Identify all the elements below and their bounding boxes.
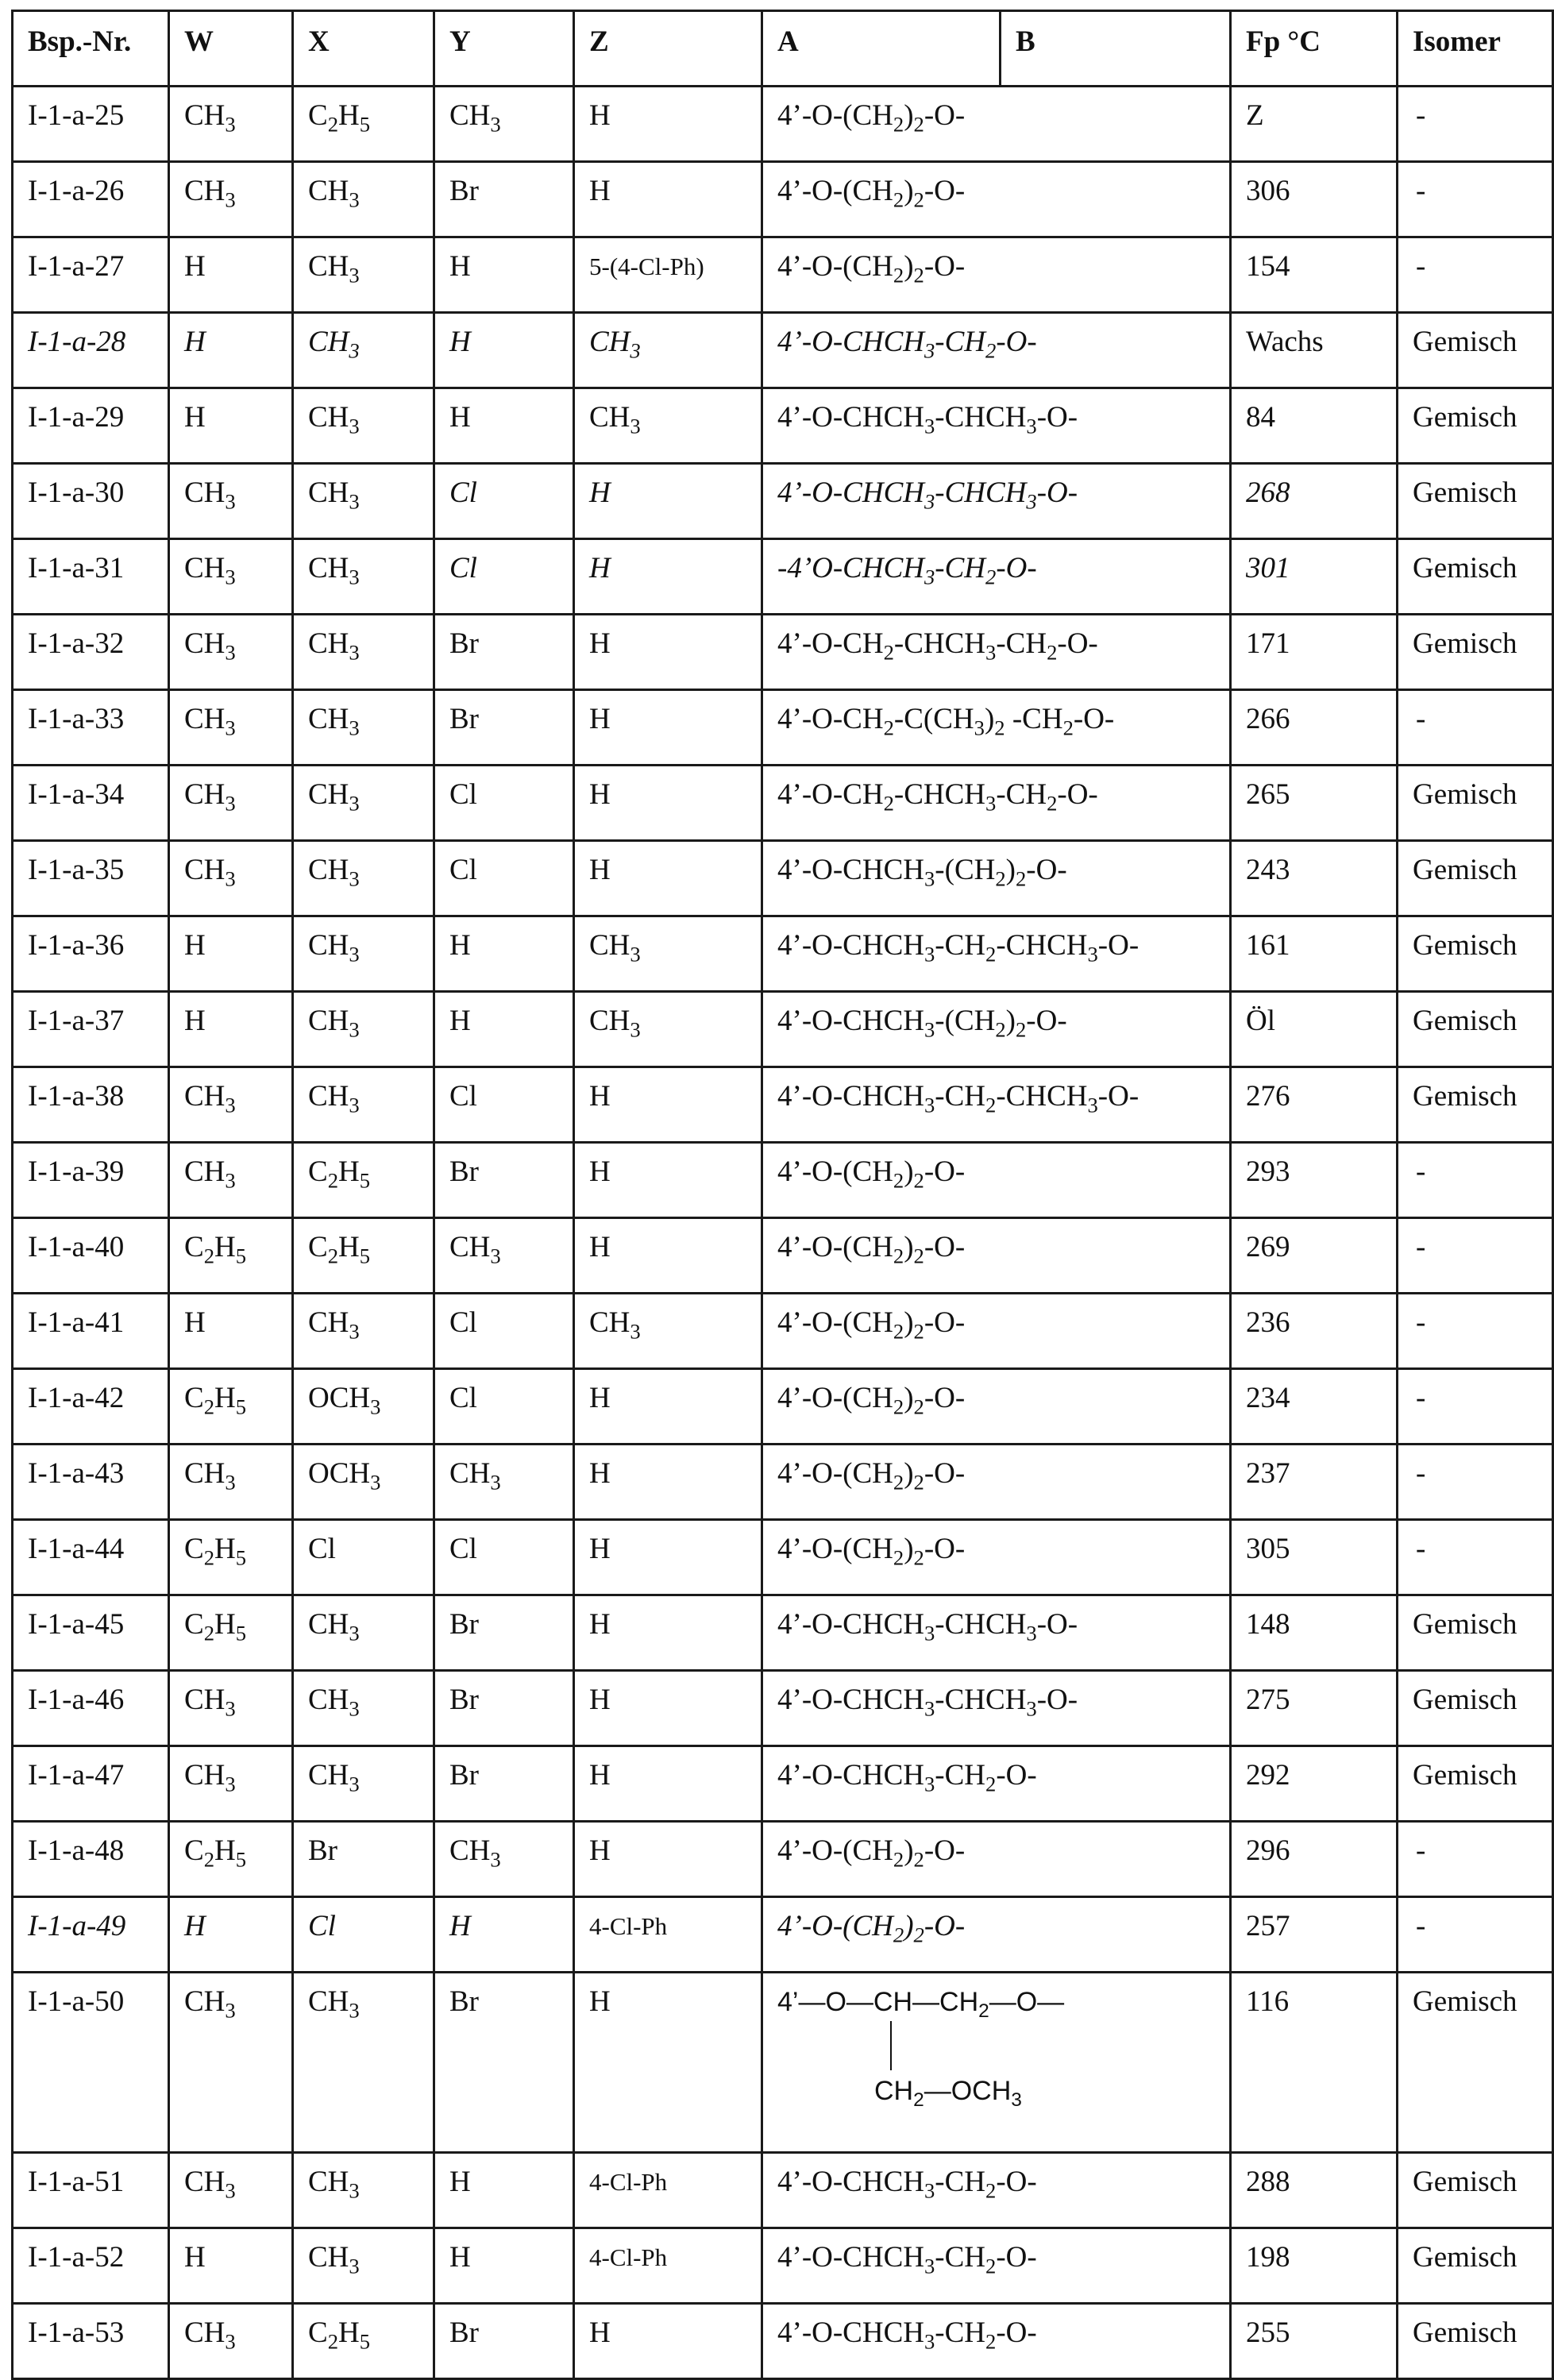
cell-fp: 257 — [1231, 1897, 1398, 1973]
cell-x: Cl — [293, 1897, 434, 1973]
cell-a-b: $4’-O-CHCH_3-CH_2-O-$ — [762, 313, 1231, 388]
cell-fp: 154 — [1231, 237, 1398, 313]
header-isomer: Isomer — [1398, 11, 1553, 87]
cell-a-b: $4’-O-CHCH_3-CH_2-O-$ — [762, 1746, 1231, 1822]
cell-z: H — [574, 1143, 762, 1218]
cell-a-b: $4’-O-CHCH_3-CH_2-CHCH_3-O-$ — [762, 916, 1231, 992]
cell-fp: 236 — [1231, 1294, 1398, 1369]
compound-table — [11, 10, 1554, 2380]
cell-y: Br — [434, 1973, 574, 2153]
cell-y: Br — [434, 1143, 574, 1218]
cell-bsp-nr: I-1-a-26 — [13, 162, 169, 237]
cell-x: $CH_3$ — [293, 464, 434, 539]
cell-isomer: Gemisch — [1398, 1671, 1553, 1746]
cell-y: H — [434, 2228, 574, 2304]
cell-bsp-nr: I-1-a-32 — [13, 615, 169, 690]
header-a: A — [762, 11, 1001, 87]
cell-x: $CH_3$ — [293, 539, 434, 615]
table-row — [13, 992, 1553, 1067]
cell-x: $CH_3$ — [293, 916, 434, 992]
cell-fp: 288 — [1231, 2153, 1398, 2228]
table-row — [13, 162, 1553, 237]
table-row — [13, 464, 1553, 539]
cell-x: $CH_3$ — [293, 237, 434, 313]
table-row — [13, 1445, 1553, 1520]
cell-bsp-nr: I-1-a-47 — [13, 1746, 169, 1822]
cell-bsp-nr: I-1-a-45 — [13, 1595, 169, 1671]
cell-bsp-nr: I-1-a-41 — [13, 1294, 169, 1369]
cell-z: $CH_3$ — [574, 1294, 762, 1369]
cell-isomer: Gemisch — [1398, 766, 1553, 841]
cell-w: $C_2H_5$ — [169, 1369, 293, 1445]
table-row — [13, 841, 1553, 916]
cell-fp: Öl — [1231, 992, 1398, 1067]
cell-isomer: - — [1398, 1822, 1553, 1897]
cell-w: $CH_3$ — [169, 1143, 293, 1218]
cell-fp: 198 — [1231, 2228, 1398, 2304]
cell-a-b: $4’-O-(CH_2)_2-O-$ — [762, 1445, 1231, 1520]
cell-y: H — [434, 388, 574, 464]
cell-a-b: $4’-O-CH_2-C(CH_3)_2$ $-CH_2-O-$ — [762, 690, 1231, 766]
table-row — [13, 1143, 1553, 1218]
cell-isomer: - — [1398, 1445, 1553, 1520]
cell-x: $CH_3$ — [293, 690, 434, 766]
cell-w: $C_2H_5$ — [169, 1595, 293, 1671]
cell-bsp-nr: I-1-a-36 — [13, 916, 169, 992]
cell-z: H — [574, 615, 762, 690]
cell-fp: 276 — [1231, 1067, 1398, 1143]
cell-x: $CH_3$ — [293, 1746, 434, 1822]
cell-x: $CH_3$ — [293, 766, 434, 841]
cell-fp: 269 — [1231, 1218, 1398, 1294]
cell-bsp-nr: I-1-a-25 — [13, 87, 169, 162]
cell-a-b: $4’-O-CHCH_3-CH_2-O-$ — [762, 2228, 1231, 2304]
table-row — [13, 1897, 1553, 1973]
cell-w: $CH_3$ — [169, 1445, 293, 1520]
cell-bsp-nr: I-1-a-49 — [13, 1897, 169, 1973]
cell-fp: 268 — [1231, 464, 1398, 539]
cell-w: $CH_3$ — [169, 87, 293, 162]
cell-y: Cl — [434, 1520, 574, 1595]
table-row — [13, 2304, 1553, 2379]
cell-bsp-nr: I-1-a-46 — [13, 1671, 169, 1746]
cell-isomer: Gemisch — [1398, 841, 1553, 916]
cell-z: $CH_3$ — [574, 992, 762, 1067]
header-x: X — [293, 11, 434, 87]
cell-w: $C_2H_5$ — [169, 1520, 293, 1595]
cell-isomer: - — [1398, 1520, 1553, 1595]
cell-x: $CH_3$ — [293, 841, 434, 916]
cell-z: $CH_3$ — [574, 916, 762, 992]
cell-a-b: $4’-O-CHCH_3-CH_2-O-$ — [762, 2304, 1231, 2379]
cell-a-b: $4’-O-(CH_2)_2-O-$ — [762, 1218, 1231, 1294]
cell-isomer: Gemisch — [1398, 1595, 1553, 1671]
cell-z: H — [574, 1067, 762, 1143]
cell-bsp-nr: I-1-a-34 — [13, 766, 169, 841]
table-row — [13, 916, 1553, 992]
cell-y: Cl — [434, 464, 574, 539]
cell-bsp-nr: I-1-a-33 — [13, 690, 169, 766]
cell-fp: 292 — [1231, 1746, 1398, 1822]
cell-z: H — [574, 1445, 762, 1520]
table-row — [13, 1822, 1553, 1897]
cell-w: H — [169, 1294, 293, 1369]
cell-isomer: Gemisch — [1398, 313, 1553, 388]
table-row — [13, 1520, 1553, 1595]
cell-y: Br — [434, 1671, 574, 1746]
cell-z: $CH_3$ — [574, 313, 762, 388]
table-row — [13, 1973, 1553, 2153]
cell-fp: 296 — [1231, 1822, 1398, 1897]
cell-y: Br — [434, 690, 574, 766]
cell-isomer: - — [1398, 1218, 1553, 1294]
cell-fp: 84 — [1231, 388, 1398, 464]
cell-a-b: $4’-O-CH_2-CHCH_3-CH_2-O-$ — [762, 766, 1231, 841]
cell-w: $CH_3$ — [169, 2304, 293, 2379]
cell-z: H — [574, 1595, 762, 1671]
cell-fp: 161 — [1231, 916, 1398, 992]
table-row — [13, 615, 1553, 690]
cell-y: Cl — [434, 1369, 574, 1445]
cell-x: Cl — [293, 1520, 434, 1595]
cell-a-b: $4’-O-(CH_2)_2-O-$ — [762, 1822, 1231, 1897]
cell-y: H — [434, 916, 574, 992]
cell-x: $CH_3$ — [293, 1671, 434, 1746]
cell-y: H — [434, 1897, 574, 1973]
header-fp: Fp °C — [1231, 11, 1398, 87]
cell-w: $CH_3$ — [169, 1746, 293, 1822]
cell-a-b: $4’-O-CHCH_3-CHCH_3-O-$ — [762, 388, 1231, 464]
cell-bsp-nr: I-1-a-30 — [13, 464, 169, 539]
cell-y: Cl — [434, 766, 574, 841]
table-row — [13, 1294, 1553, 1369]
cell-z: H — [574, 841, 762, 916]
cell-bsp-nr: I-1-a-50 — [13, 1973, 169, 2153]
cell-z: H — [574, 464, 762, 539]
cell-a-b: $4’-O-CH_2-CHCH_3-CH_2-O-$ — [762, 615, 1231, 690]
cell-w: H — [169, 916, 293, 992]
table-row — [13, 1595, 1553, 1671]
cell-fp: 266 — [1231, 690, 1398, 766]
cell-isomer: Gemisch — [1398, 2304, 1553, 2379]
table-row — [13, 2153, 1553, 2228]
cell-bsp-nr: I-1-a-37 — [13, 992, 169, 1067]
chemical-structure: $4’—O—CH—CH_2—O—$ $CH_2—OCH_3$ — [777, 1987, 1065, 2111]
cell-w: H — [169, 2228, 293, 2304]
cell-x: $CH_3$ — [293, 992, 434, 1067]
cell-isomer: - — [1398, 1294, 1553, 1369]
cell-y: H — [434, 2153, 574, 2228]
cell-z: H — [574, 1822, 762, 1897]
cell-w: H — [169, 237, 293, 313]
cell-w: $CH_3$ — [169, 615, 293, 690]
cell-x: $CH_3$ — [293, 1294, 434, 1369]
cell-bsp-nr: I-1-a-53 — [13, 2304, 169, 2379]
cell-z: H — [574, 1973, 762, 2153]
cell-isomer: - — [1398, 237, 1553, 313]
cell-x: $CH_3$ — [293, 2153, 434, 2228]
cell-z: 5-(4-Cl-Ph) — [574, 237, 762, 313]
cell-y: Br — [434, 1746, 574, 1822]
cell-bsp-nr: I-1-a-29 — [13, 388, 169, 464]
cell-bsp-nr: I-1-a-44 — [13, 1520, 169, 1595]
cell-fp: 171 — [1231, 615, 1398, 690]
cell-z: H — [574, 162, 762, 237]
cell-a-b: $4’-O-(CH_2)_2-O-$ — [762, 1294, 1231, 1369]
cell-x: $CH_3$ — [293, 1067, 434, 1143]
cell-w: $CH_3$ — [169, 162, 293, 237]
table-row — [13, 766, 1553, 841]
cell-isomer: - — [1398, 1897, 1553, 1973]
cell-bsp-nr: I-1-a-28 — [13, 313, 169, 388]
header-b: B — [1001, 11, 1231, 87]
table-body — [13, 87, 1553, 2379]
cell-bsp-nr: I-1-a-31 — [13, 539, 169, 615]
cell-a-b: $4’-O-CHCH_3-CHCH_3-O-$ — [762, 1671, 1231, 1746]
cell-z: H — [574, 1746, 762, 1822]
cell-x: $C_2H_5$ — [293, 1218, 434, 1294]
header-w: W — [169, 11, 293, 87]
cell-a-b: $4’-O-(CH_2)_2-O-$ — [762, 237, 1231, 313]
cell-x: $CH_3$ — [293, 1595, 434, 1671]
cell-z: H — [574, 87, 762, 162]
table-row — [13, 690, 1553, 766]
cell-a-b: $4’-O-CHCH_3-CHCH_3-O-$ — [762, 464, 1231, 539]
cell-z: H — [574, 1218, 762, 1294]
cell-fp: Wachs — [1231, 313, 1398, 388]
cell-x: $CH_3$ — [293, 615, 434, 690]
cell-y: Br — [434, 615, 574, 690]
cell-y: Cl — [434, 539, 574, 615]
cell-z: 4-Cl-Ph — [574, 2228, 762, 2304]
table-row — [13, 1067, 1553, 1143]
table-row — [13, 87, 1553, 162]
table-row — [13, 1369, 1553, 1445]
cell-fp: 293 — [1231, 1143, 1398, 1218]
cell-fp: 306 — [1231, 162, 1398, 237]
table-row — [13, 539, 1553, 615]
cell-x: $CH_3$ — [293, 1973, 434, 2153]
cell-isomer: Gemisch — [1398, 388, 1553, 464]
cell-a-b: $-4’O-CHCH_3-CH_2-O-$ — [762, 539, 1231, 615]
cell-bsp-nr: I-1-a-43 — [13, 1445, 169, 1520]
cell-isomer: Gemisch — [1398, 916, 1553, 992]
cell-a-b: $4’-O-(CH_2)_2-O-$ — [762, 162, 1231, 237]
cell-isomer: Gemisch — [1398, 992, 1553, 1067]
cell-y: Cl — [434, 1067, 574, 1143]
cell-w: $CH_3$ — [169, 464, 293, 539]
cell-y: Br — [434, 1595, 574, 1671]
header-z: Z — [574, 11, 762, 87]
cell-bsp-nr: I-1-a-35 — [13, 841, 169, 916]
cell-bsp-nr: I-1-a-52 — [13, 2228, 169, 2304]
cell-a-b: $4’-O-(CH_2)_2-O-$ — [762, 1520, 1231, 1595]
table-row — [13, 388, 1553, 464]
cell-z: $CH_3$ — [574, 388, 762, 464]
cell-bsp-nr: I-1-a-48 — [13, 1822, 169, 1897]
cell-z: H — [574, 690, 762, 766]
cell-w: $C_2H_5$ — [169, 1822, 293, 1897]
cell-z: H — [574, 766, 762, 841]
cell-w: H — [169, 1897, 293, 1973]
cell-isomer: - — [1398, 162, 1553, 237]
header-y: Y — [434, 11, 574, 87]
cell-x: $OCH_3$ — [293, 1445, 434, 1520]
cell-fp: 148 — [1231, 1595, 1398, 1671]
cell-fp: 305 — [1231, 1520, 1398, 1595]
cell-isomer: - — [1398, 1369, 1553, 1445]
cell-y: Br — [434, 162, 574, 237]
cell-y: H — [434, 313, 574, 388]
cell-bsp-nr: I-1-a-42 — [13, 1369, 169, 1445]
cell-fp: 275 — [1231, 1671, 1398, 1746]
cell-x: $C_2H_5$ — [293, 87, 434, 162]
cell-y: $CH_3$ — [434, 1822, 574, 1897]
cell-a-b: $4’-O-(CH_2)_2-O-$ — [762, 1369, 1231, 1445]
table-row — [13, 1671, 1553, 1746]
cell-bsp-nr: I-1-a-27 — [13, 237, 169, 313]
cell-y: H — [434, 992, 574, 1067]
cell-isomer: - — [1398, 690, 1553, 766]
cell-fp: 237 — [1231, 1445, 1398, 1520]
cell-a-b-structure — [762, 1973, 1231, 2153]
table-row — [13, 313, 1553, 388]
cell-w: H — [169, 313, 293, 388]
cell-w: H — [169, 992, 293, 1067]
table-row — [13, 1746, 1553, 1822]
cell-a-b: $4’-O-CHCH_3-CH_2-CHCH_3-O-$ — [762, 1067, 1231, 1143]
table-row — [13, 237, 1553, 313]
cell-x: $C_2H_5$ — [293, 1143, 434, 1218]
cell-isomer: Gemisch — [1398, 539, 1553, 615]
cell-x: $CH_3$ — [293, 2228, 434, 2304]
cell-a-b: $4’-O-CHCH_3-(CH_2)_2-O-$ — [762, 841, 1231, 916]
cell-x: $CH_3$ — [293, 313, 434, 388]
cell-a-b: $4’-O-CHCH_3-(CH_2)_2-O-$ — [762, 992, 1231, 1067]
cell-x: $CH_3$ — [293, 162, 434, 237]
cell-z: 4-Cl-Ph — [574, 1897, 762, 1973]
cell-isomer: - — [1398, 1143, 1553, 1218]
cell-a-b: $4’-O-CHCH_3-CH_2-O-$ — [762, 2153, 1231, 2228]
cell-w: H — [169, 388, 293, 464]
cell-w: $CH_3$ — [169, 841, 293, 916]
cell-y: Cl — [434, 841, 574, 916]
cell-isomer: Gemisch — [1398, 464, 1553, 539]
cell-y: Cl — [434, 1294, 574, 1369]
cell-fp: 116 — [1231, 1973, 1398, 2153]
cell-y: $CH_3$ — [434, 1445, 574, 1520]
cell-fp: Z — [1231, 87, 1398, 162]
cell-bsp-nr: I-1-a-40 — [13, 1218, 169, 1294]
cell-z: H — [574, 1671, 762, 1746]
cell-y: $CH_3$ — [434, 1218, 574, 1294]
cell-bsp-nr: I-1-a-38 — [13, 1067, 169, 1143]
cell-fp: 301 — [1231, 539, 1398, 615]
cell-x: $OCH_3$ — [293, 1369, 434, 1445]
cell-z: H — [574, 539, 762, 615]
cell-bsp-nr: I-1-a-51 — [13, 2153, 169, 2228]
cell-isomer: Gemisch — [1398, 1067, 1553, 1143]
cell-isomer: - — [1398, 87, 1553, 162]
cell-isomer: Gemisch — [1398, 2153, 1553, 2228]
cell-isomer: Gemisch — [1398, 1973, 1553, 2153]
cell-bsp-nr: I-1-a-39 — [13, 1143, 169, 1218]
cell-isomer: Gemisch — [1398, 1746, 1553, 1822]
table-row — [13, 2228, 1553, 2304]
cell-fp: 265 — [1231, 766, 1398, 841]
cell-x: $C_2H_5$ — [293, 2304, 434, 2379]
table-row — [13, 1218, 1553, 1294]
cell-z: H — [574, 2304, 762, 2379]
cell-isomer: Gemisch — [1398, 615, 1553, 690]
cell-a-b: $4’-O-(CH_2)_2-O-$ — [762, 87, 1231, 162]
cell-a-b: $4’-O-(CH_2)_2-O-$ — [762, 1143, 1231, 1218]
cell-y: $CH_3$ — [434, 87, 574, 162]
cell-a-b: $4’-O-CHCH_3-CHCH_3-O-$ — [762, 1595, 1231, 1671]
cell-fp: 255 — [1231, 2304, 1398, 2379]
cell-w: $CH_3$ — [169, 766, 293, 841]
cell-w: $CH_3$ — [169, 1973, 293, 2153]
cell-w: $CH_3$ — [169, 1671, 293, 1746]
cell-w: $C_2H_5$ — [169, 1218, 293, 1294]
cell-x: $CH_3$ — [293, 388, 434, 464]
cell-z: H — [574, 1520, 762, 1595]
cell-a-b: $4’-O-(CH_2)_2-O-$ — [762, 1897, 1231, 1973]
cell-z: 4-Cl-Ph — [574, 2153, 762, 2228]
header-bsp-nr: Bsp.-Nr. — [13, 11, 169, 87]
cell-isomer: Gemisch — [1398, 2228, 1553, 2304]
cell-w: $CH_3$ — [169, 2153, 293, 2228]
cell-y: H — [434, 237, 574, 313]
cell-fp: 243 — [1231, 841, 1398, 916]
cell-z: H — [574, 1369, 762, 1445]
cell-w: $CH_3$ — [169, 690, 293, 766]
cell-x: Br — [293, 1822, 434, 1897]
cell-fp: 234 — [1231, 1369, 1398, 1445]
cell-w: $CH_3$ — [169, 1067, 293, 1143]
header-row — [13, 11, 1553, 87]
cell-w: $CH_3$ — [169, 539, 293, 615]
cell-y: Br — [434, 2304, 574, 2379]
